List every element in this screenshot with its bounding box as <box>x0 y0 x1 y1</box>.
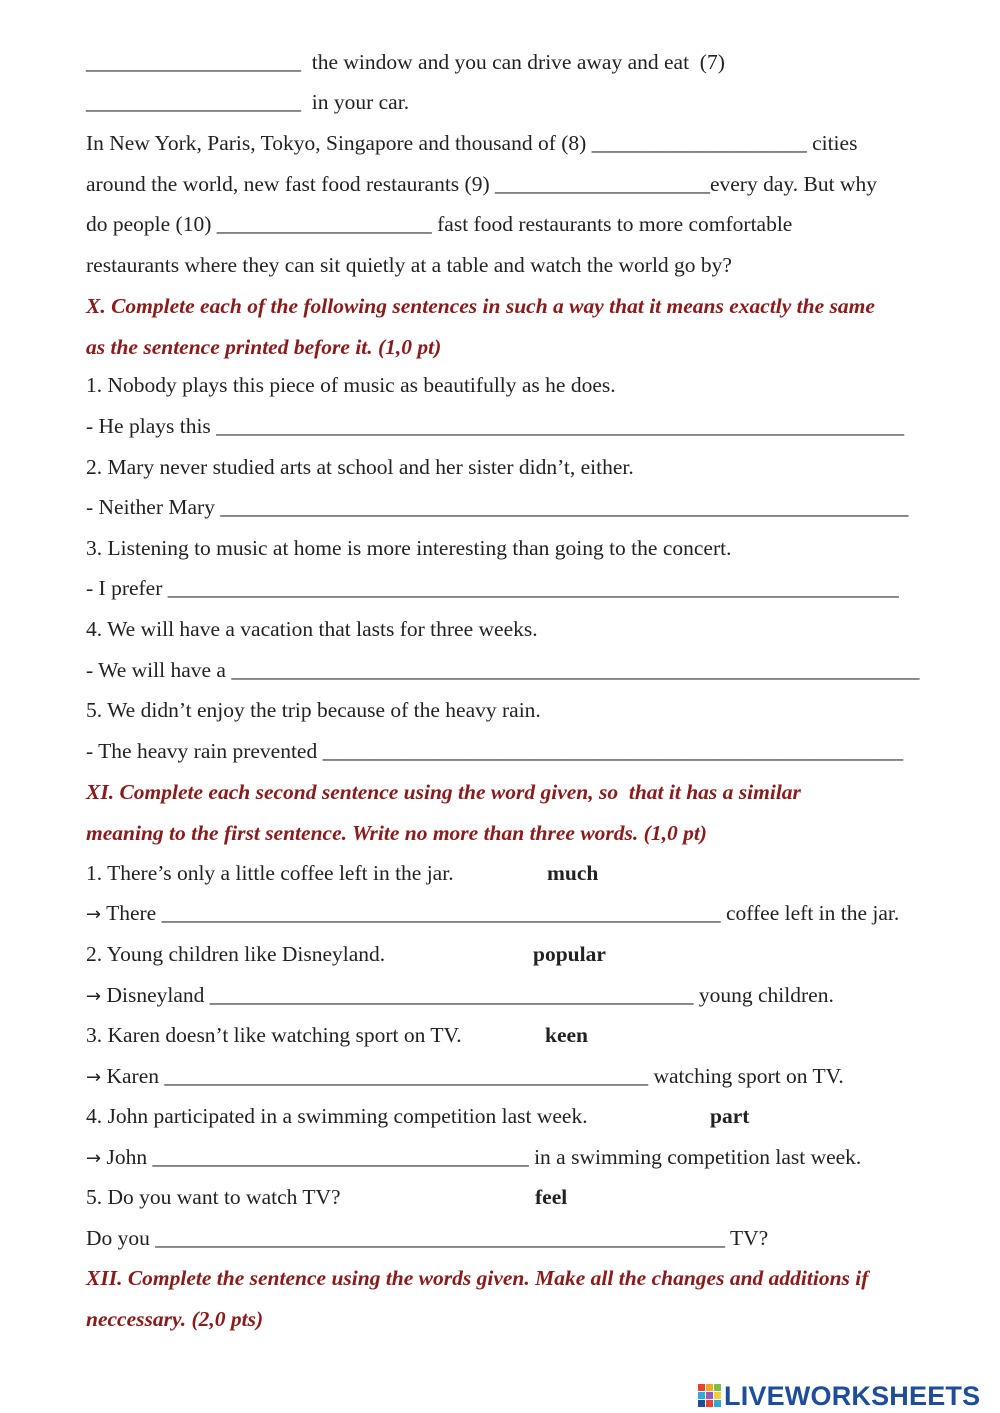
x-answer-line[interactable]: - We will have a ________________________________________________________________ <box>86 658 920 682</box>
x-answer-line[interactable]: - I prefer ____________________________________________________________________ <box>86 576 899 600</box>
passage-line: around the world, new fast food restaurants (9) ____________________every day. But why <box>86 172 877 196</box>
xi-question: 2. Young children like Disneyland. <box>86 942 386 966</box>
liveworksheets-logo[interactable] <box>698 1381 980 1411</box>
xi-keyword: part <box>710 1104 750 1128</box>
x-answer-line[interactable]: - Neither Mary ________________________________________________________________ <box>86 495 909 519</box>
section-xi-heading: XI. Complete each second sentence using the word given, so that it has a similar <box>86 780 801 804</box>
xi-answer-line[interactable]: → Disneyland _____________________________________________ young children. <box>86 983 834 1007</box>
arrow-icon: → <box>86 1148 102 1169</box>
xi-keyword: popular <box>533 942 606 966</box>
xi-answer-line[interactable]: → John ___________________________________ in a swimming competition last week. <box>86 1145 862 1169</box>
arrow-icon: → <box>86 904 102 925</box>
xi-answer-line[interactable]: → Karen _____________________________________________ watching sport on TV. <box>86 1064 844 1088</box>
liveworksheets-logo-icon <box>698 1384 722 1408</box>
section-xii-heading: XII. Complete the sentence using the words given. Make all the changes and additions if <box>86 1266 869 1290</box>
passage-line: ____________________ the window and you can drive away and eat (7) <box>86 50 725 74</box>
passage-line: In New York, Paris, Tokyo, Singapore and thousand of (8) ____________________ cities <box>86 131 858 155</box>
x-answer-line[interactable]: - The heavy rain prevented ______________________________________________________ <box>86 739 904 763</box>
xi-keyword: feel <box>535 1185 568 1209</box>
xi-question: 5. Do you want to watch TV? <box>86 1185 341 1209</box>
passage-line: ____________________ in your car. <box>86 90 410 114</box>
xi-question: 3. Karen doesn’t like watching sport on TV. <box>86 1023 462 1047</box>
section-xii-heading: neccessary. (2,0 pts) <box>86 1307 264 1331</box>
section-x-heading: X. Complete each of the following sentences in such a way that it means exactly the same <box>86 294 875 318</box>
xi-keyword: keen <box>545 1023 588 1047</box>
xi-question: 1. There’s only a little coffee left in the jar. <box>86 861 454 885</box>
passage-line: restaurants where they can sit quietly at a table and watch the world go by? <box>86 253 732 277</box>
section-x-heading: as the sentence printed before it. (1,0 pt) <box>86 335 442 359</box>
x-question: 2. Mary never studied arts at school and her sister didn’t, either. <box>86 455 634 479</box>
x-question: 5. We didn’t enjoy the trip because of the heavy rain. <box>86 698 541 722</box>
brand-name: LIVEWORKSHEETS <box>724 1380 981 1411</box>
passage-line: do people (10) ____________________ fast food restaurants to more comfortable <box>86 212 793 236</box>
xi-keyword: much <box>547 861 599 885</box>
xi-question: 4. John participated in a swimming competition last week. <box>86 1104 588 1128</box>
arrow-icon: → <box>86 986 102 1007</box>
x-answer-line[interactable]: - He plays this ________________________________________________________________ <box>86 414 905 438</box>
x-question: 3. Listening to music at home is more interesting than going to the concert. <box>86 536 732 560</box>
xi-answer-line[interactable]: Do you _____________________________________________________ TV? <box>86 1226 769 1250</box>
xi-answer-line[interactable]: → There ____________________________________________________ coffee left in the jar. <box>86 901 900 925</box>
x-question: 1. Nobody plays this piece of music as beautifully as he does. <box>86 373 616 397</box>
x-question: 4. We will have a vacation that lasts for three weeks. <box>86 617 538 641</box>
section-xi-heading: meaning to the first sentence. Write no more than three words. (1,0 pt) <box>86 821 707 845</box>
arrow-icon: → <box>86 1067 102 1088</box>
